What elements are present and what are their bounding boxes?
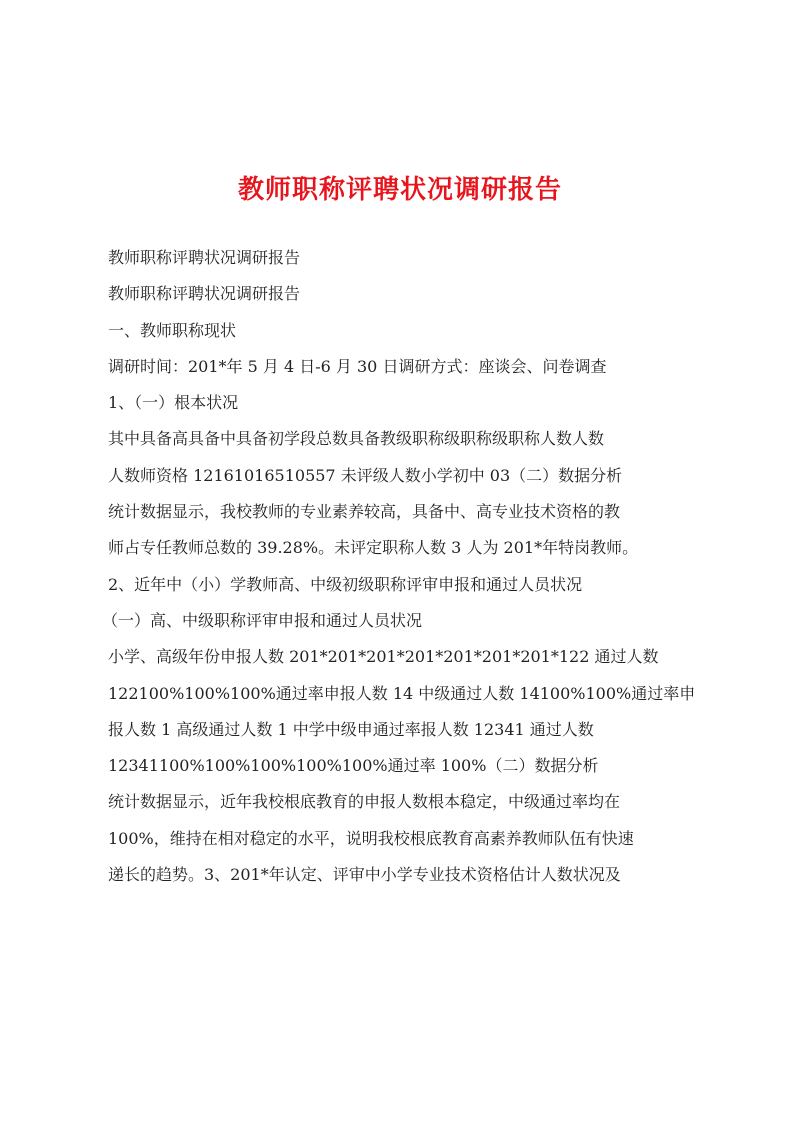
body-line: 统计数据显示，我校教师的专业素养较高，具备中、高专业技术资格的教	[108, 502, 621, 522]
body-line: 100%，维持在相对稳定的水平，说明我校根底教育高素养教师队伍有快速	[108, 828, 634, 848]
subsection-heading: （一）高、中级职称评审申报和通过人员状况	[102, 610, 423, 630]
body-line: 递长的趋势。3、201*年认定、评审中小学专业技术资格估计人数状况及	[108, 865, 621, 885]
body-line: 小学、高级年份申报人数 201*201*201*201*201*201*201*122 通过人数	[108, 647, 659, 667]
document-title: 教师职称评聘状况调研报告	[237, 175, 562, 205]
body-line: 其中具备高具备中具备初学段总数具备教级职称级职称级职称人数人数	[108, 429, 605, 449]
section-heading: 2、近年中（小）学教师高、中级初级职称评审申报和通过人员状况	[108, 574, 583, 594]
body-line: 师占专任教师总数的 39.28%。未评定职称人数 3 人为 201*年特岗教师。	[108, 538, 639, 558]
body-line: 报人数 1 高级通过人数 1 中学中级申通过率报人数 12341 通过人数	[108, 719, 594, 739]
document-body	[102, 240, 698, 893]
body-line: 教师职称评聘状况调研报告	[108, 284, 301, 304]
body-line: 调研时间：201*年 5 月 4 日-6 月 30 日调研方式：座谈会、问卷调查	[108, 356, 607, 376]
body-line: 统计数据显示，近年我校根底教育的申报人数根本稳定，中级通过率均在	[108, 792, 621, 812]
body-line: 人数师资格 12161016510557 未评级人数小学初中 03（二）数据分析	[108, 465, 623, 485]
subsection-heading: 1、（一）根本状况	[108, 393, 239, 413]
body-line: 教师职称评聘状况调研报告	[108, 248, 301, 267]
body-line: 12341100%100%100%100%100%通过率 100%（二）数据分析	[108, 756, 599, 776]
body-line: 122100%100%100%通过率申报人数 14 中级通过人数 14100%100%通过率申	[108, 683, 696, 703]
section-heading: 一、教师职称现状	[108, 320, 237, 340]
